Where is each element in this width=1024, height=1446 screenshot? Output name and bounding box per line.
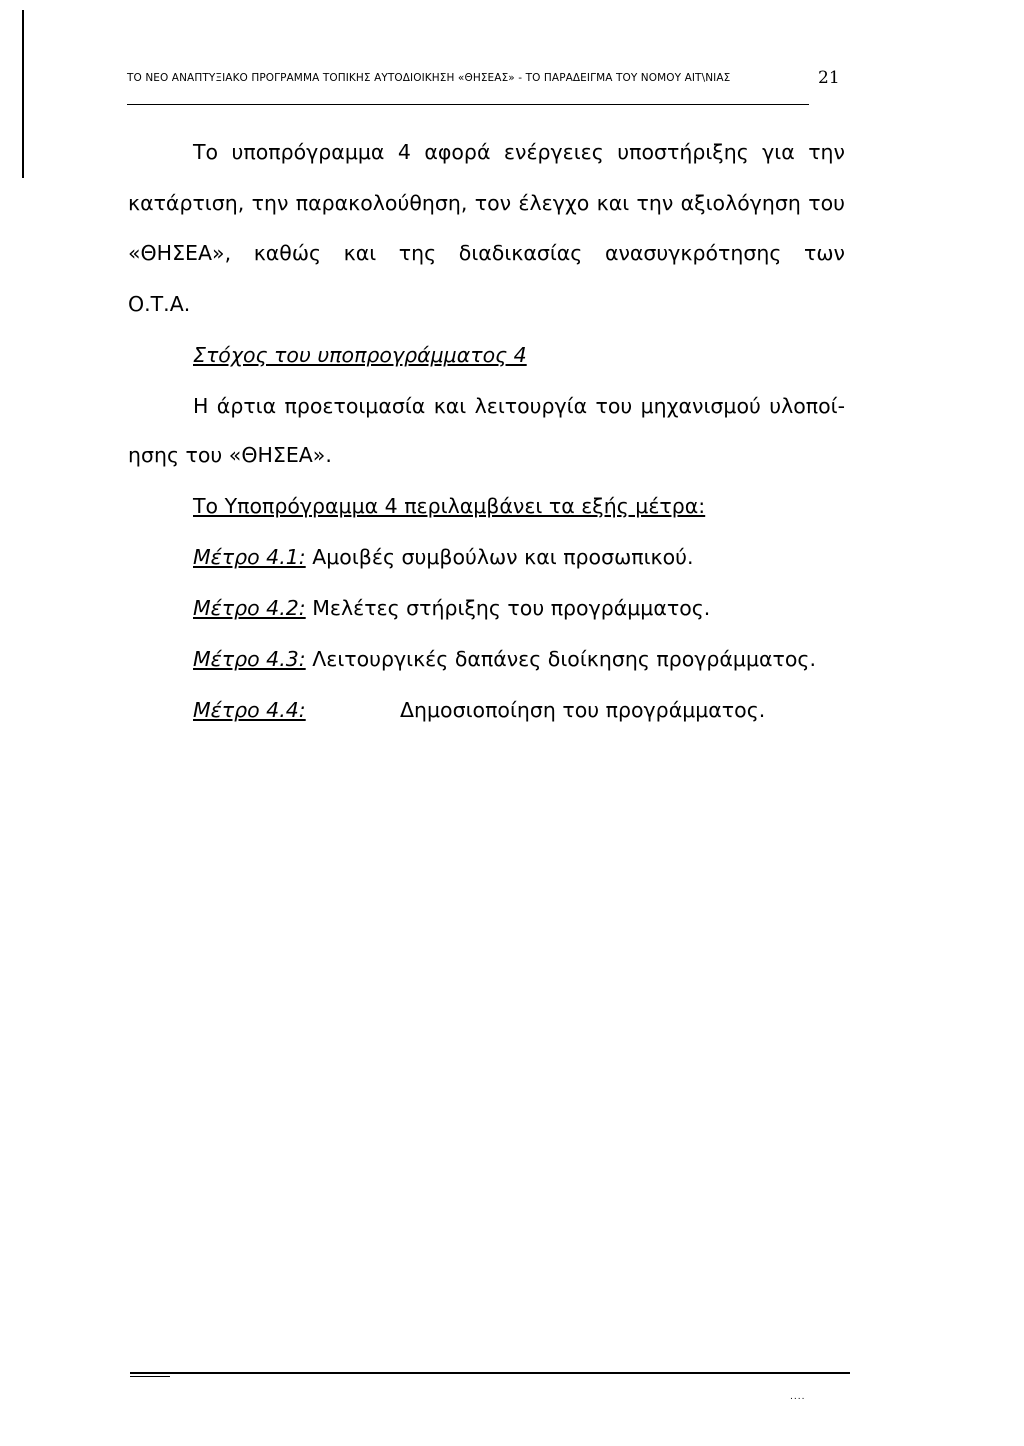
measure-4-2 [193, 596, 710, 620]
header-title: ΤΟ ΝΕΟ ΑΝΑΠΤΥΞΙΑΚΟ ΠΡΟΓΡΑΜΜΑ ΤΟΠΙΚΗΣ ΑΥΤΟΔΙΟΙΚΗΣΗ «ΘΗΣΕΑΣ» - ΤΟ ΠΑΡΑΔΕΙΓΜΑ ΤΟΥ ΝΟΜΟΥ ΑΙΤ\ΝΙΑΣ [127, 72, 731, 84]
intro-line-3: «ΘΗΣΕΑ», καθώς και της διαδικασίας ανασυγκρότησης των [128, 241, 845, 265]
measure-text: Αμοιβές συμβούλων και προσωπικού. [312, 545, 694, 569]
scan-edge-line [22, 10, 24, 178]
measure-text: Δημοσιοποίηση του προγράμματος. [400, 698, 766, 722]
footer-mark: .... [790, 1392, 806, 1402]
page-number: 21 [818, 68, 840, 88]
intro-line-1: Το υποπρόγραμμα 4 αφορά ενέργειες υποστήριξης για την [193, 140, 845, 164]
measure-label: Μέτρο 4.3: [193, 647, 306, 671]
measure-4-4 [193, 698, 845, 722]
goal-line-2: ησης του «ΘΗΣΕΑ». [128, 443, 332, 467]
measures-intro: Το Υποπρόγραμμα 4 περιλαμβάνει τα εξής μέτρα: [193, 494, 706, 518]
goal-line-1: Η άρτια προετοιμασία και λειτουργία του μηχανισμού υλοποί- [193, 394, 845, 418]
measure-4-1 [193, 545, 694, 569]
goal-heading: Στόχος του υποπρογράμματος 4 [193, 343, 527, 367]
running-header [127, 70, 817, 86]
footer-rule [130, 1372, 850, 1374]
intro-line-4: Ο.Τ.Α. [128, 292, 191, 316]
measure-label: Μέτρο 4.2: [193, 596, 306, 620]
measure-text: Μελέτες στήριξης του προγράμματος. [312, 596, 711, 620]
measure-text: Λειτουργικές δαπάνες διοίκησης προγράμματος. [312, 647, 816, 671]
header-rule [127, 104, 809, 105]
measure-label: Μέτρο 4.1: [193, 545, 306, 569]
measure-4-3 [193, 647, 816, 671]
measure-label: Μέτρο 4.4: [193, 698, 306, 722]
footer-rule-tick [130, 1376, 170, 1377]
intro-line-2: κατάρτιση, την παρακολούθηση, τον έλεγχο και την αξιολόγηση του [128, 191, 845, 215]
